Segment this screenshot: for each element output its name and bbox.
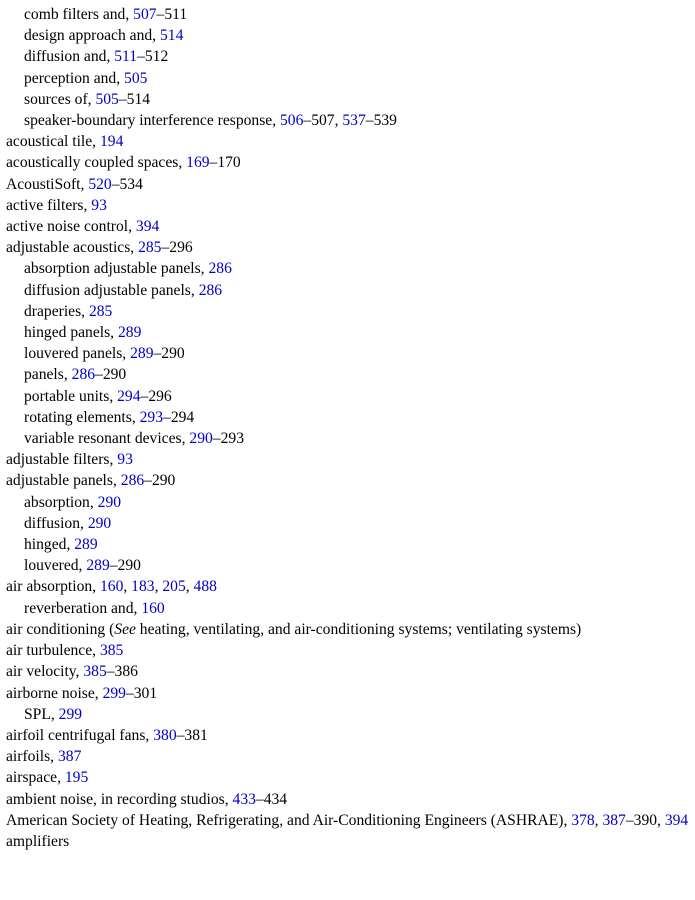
index-subentry (6, 386, 691, 407)
page-link[interactable]: 380 (153, 726, 177, 744)
index-subentry (6, 301, 691, 322)
entry-term: sources of, (24, 90, 96, 108)
entry-term: adjustable panels, (6, 472, 121, 490)
index-subentry (6, 68, 691, 89)
index-entry (6, 237, 691, 258)
index-entry (6, 661, 691, 682)
page-link[interactable]: 299 (58, 705, 83, 723)
page-link[interactable]: 387 (602, 811, 626, 829)
page-range-end: –293 (212, 430, 244, 448)
entry-term: adjustable filters, (6, 451, 118, 469)
page-link[interactable]: 505 (95, 90, 119, 108)
page-link[interactable]: 433 (232, 790, 256, 808)
page-link[interactable]: 506 (280, 112, 304, 130)
index-subentry (6, 280, 691, 301)
page-link[interactable]: 520 (88, 175, 112, 193)
page-link[interactable]: 286 (120, 472, 145, 490)
page-link[interactable]: 378 (571, 811, 595, 829)
see-reference: See (114, 620, 136, 638)
index-subentry (6, 322, 691, 343)
index-subentry (6, 4, 691, 25)
entry-term: variable resonant devices, (24, 430, 190, 448)
index-entry (6, 746, 691, 767)
page-link[interactable]: 387 (57, 748, 82, 766)
page-range-end: –301 (125, 684, 158, 702)
index-subentry (6, 25, 691, 46)
entry-term: SPL, (24, 705, 59, 723)
entry-term: hinged, (24, 536, 75, 554)
index-subentry (6, 407, 691, 428)
entry-term: panels, (24, 366, 72, 384)
index-entry (6, 619, 691, 640)
ref-separator: , (594, 811, 603, 829)
page-range-end: –434 (255, 790, 288, 808)
index-subentry (6, 428, 691, 449)
page-link[interactable]: 289 (117, 324, 142, 342)
page-link[interactable]: 293 (139, 408, 164, 426)
entry-term: air velocity, (6, 663, 84, 681)
page-range-end: –511 (156, 6, 188, 23)
entry-term: design approach and, (24, 27, 160, 45)
entry-term: diffusion and, (24, 48, 115, 66)
index-subentry (6, 534, 691, 555)
index-subentry (6, 343, 691, 364)
page-range-end: –290 (95, 366, 127, 384)
index-entry (6, 810, 691, 831)
index-subentry (6, 364, 691, 385)
index-subentry (6, 492, 691, 513)
entry-term: airfoil centrifugal fans, (6, 726, 154, 744)
page-link[interactable]: 195 (64, 769, 89, 787)
page-link[interactable]: 289 (130, 345, 154, 363)
entry-term: diffusion adjustable panels, (24, 281, 199, 299)
page-range-end: –296 (140, 387, 172, 405)
index-subentry (6, 513, 691, 534)
entry-term: air turbulence, (6, 642, 100, 660)
page-range-end: –381 (176, 726, 208, 744)
entry-term: absorption, (24, 493, 98, 511)
entry-term: comb filters and, (24, 6, 134, 23)
page-link[interactable]: 289 (74, 536, 98, 554)
entry-term: ambient noise, in recording studios, (6, 790, 233, 808)
index-subentry (6, 110, 691, 131)
page-link[interactable]: 385 (99, 642, 124, 660)
ref-separator: , (185, 578, 194, 596)
page-link[interactable]: 299 (102, 684, 126, 702)
page-range-end: –290 (153, 345, 185, 363)
entry-term: rotating elements, (24, 408, 140, 426)
entry-term: louvered, (24, 557, 87, 575)
index-entry (6, 640, 691, 661)
page-range-end: –296 (161, 239, 193, 257)
entry-term: adjustable acoustics, (6, 239, 139, 257)
page-link[interactable]: 505 (124, 69, 148, 87)
entry-term: airfoils, (6, 748, 58, 766)
entry-term: American Society of Heating, Refrigerating, and Air-Conditioning Engineers (ASHRAE), (6, 811, 572, 829)
index-subentry (6, 598, 691, 619)
index-entry (6, 131, 691, 152)
entry-term: portable units, (24, 387, 118, 405)
entry-term: airborne noise, (6, 684, 103, 702)
index-entry (6, 683, 691, 704)
index-subentry (6, 89, 691, 110)
index-entry (6, 831, 691, 852)
ref-separator: –507, (303, 112, 343, 130)
page-link[interactable]: 511 (114, 48, 138, 66)
entry-term: hinged panels, (24, 324, 118, 342)
entry-term: reverberation and, (24, 599, 142, 617)
page-link[interactable]: 286 (71, 366, 96, 384)
page-link[interactable]: 290 (189, 430, 213, 448)
page-link[interactable]: 290 (87, 514, 112, 532)
index-entry (6, 195, 691, 216)
entry-term: draperies, (24, 302, 89, 320)
index-entry (6, 449, 691, 470)
index-subentry (6, 46, 691, 67)
entry-term: diffusion, (24, 514, 88, 532)
ref-separator: , (123, 578, 132, 596)
page-link[interactable]: 285 (88, 302, 113, 320)
page-link[interactable]: 394 (135, 218, 160, 236)
entry-term: air absorption, (6, 578, 100, 596)
page-range-end: –512 (137, 48, 169, 66)
index-entry (6, 174, 691, 195)
entry-term: AcoustiSoft, (6, 175, 89, 193)
page-link[interactable]: 488 (193, 578, 217, 596)
index-subentry (6, 704, 691, 725)
page-range-end: –290 (144, 472, 176, 490)
entry-term: speaker-boundary interference response, (24, 112, 280, 130)
entry-term: acoustical tile, (6, 133, 100, 151)
index-subentry (6, 555, 691, 576)
index-entry (6, 767, 691, 788)
index-entry (6, 576, 691, 597)
page-range-end: –290 (109, 557, 141, 575)
page-link[interactable]: 514 (159, 27, 184, 45)
page-link[interactable]: 205 (162, 578, 186, 596)
page-range-end: –539 (365, 112, 397, 130)
index-subentry (6, 258, 691, 279)
ref-separator: , (154, 578, 163, 596)
index-entry (6, 216, 691, 237)
page-link[interactable]: 537 (342, 112, 366, 130)
entry-term: louvered panels, (24, 345, 131, 363)
entry-term: acoustically coupled spaces, (6, 154, 187, 172)
index-entry (6, 470, 691, 491)
page-link[interactable]: 286 (198, 281, 223, 299)
page-link[interactable]: 183 (131, 578, 155, 596)
page-range-end: –514 (118, 90, 151, 108)
page-link[interactable]: 194 (99, 133, 124, 151)
page-link[interactable]: 385 (83, 663, 107, 681)
page-link[interactable]: 169 (186, 154, 210, 172)
entry-term: amplifiers (6, 832, 70, 850)
page-link[interactable]: 290 (97, 493, 122, 511)
page-range-end: –170 (209, 154, 241, 172)
page-link[interactable]: 285 (138, 239, 162, 257)
index-entry (6, 789, 691, 810)
entry-term: air conditioning ( (6, 620, 115, 638)
entry-term: active filters, (6, 196, 92, 214)
entry-term: active noise control, (6, 218, 136, 236)
page-range-end: –386 (106, 663, 138, 681)
index-entry (6, 725, 691, 746)
index-page (6, 4, 691, 852)
page-link[interactable]: 93 (117, 451, 133, 469)
index-entry (6, 152, 691, 173)
page-link[interactable]: 289 (86, 557, 110, 575)
page-link[interactable]: 160 (99, 578, 124, 596)
entry-term: perception and, (24, 69, 125, 87)
page-link[interactable]: 394 (664, 811, 689, 829)
entry-term: airspace, (6, 769, 65, 787)
page-range-end: –534 (111, 175, 143, 193)
ref-separator: –390, (625, 811, 665, 829)
entry-term: absorption adjustable panels, (24, 260, 209, 278)
page-range-end: –294 (163, 408, 195, 426)
page-link[interactable]: 294 (117, 387, 141, 405)
page-link[interactable]: 93 (91, 196, 107, 214)
page-link[interactable]: 160 (141, 599, 165, 617)
page-link[interactable]: 507 (133, 6, 157, 23)
page-link[interactable]: 286 (208, 260, 232, 278)
page-range-end: heating, ventilating, and air-conditioning systems; ventilating systems) (135, 620, 582, 638)
